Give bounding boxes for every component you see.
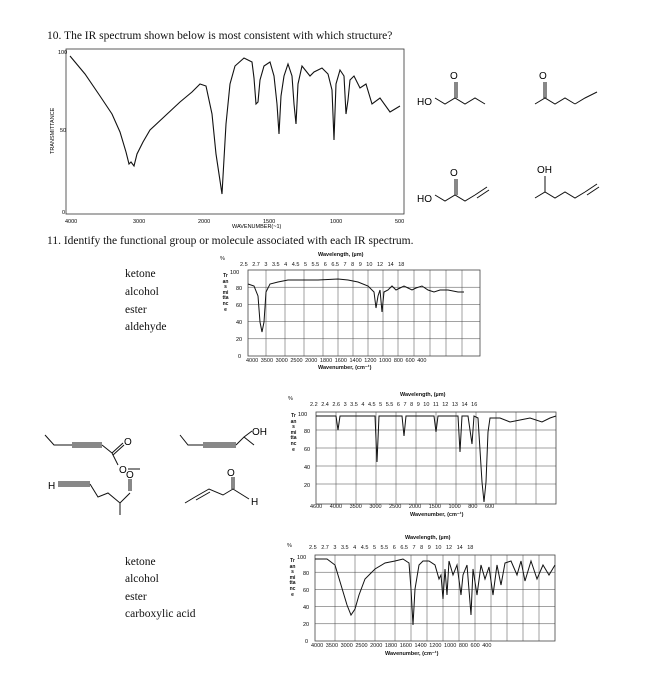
spec-c-x-ticks: 4000 3500 3000 2500 2000 1800 1600 1400 1200 1000 800 600 400 (311, 643, 492, 649)
spec-a-x-label: Wavenumber, (cm⁻¹) (318, 365, 372, 371)
choice-a-ester: ester (125, 304, 147, 316)
spec-b-ytick-3: 40 (304, 465, 311, 471)
q11-s1-oxygen-ester: O (119, 465, 127, 476)
spec-c-ytick-3: 40 (303, 605, 310, 611)
spec-c-ytick-2: 60 (303, 588, 310, 594)
q10-ytick-50: 50 (60, 128, 67, 134)
spec-b-ytick-1: 80 (304, 429, 311, 435)
ir-spectrum-c (285, 535, 565, 660)
q11-s2-oh: OH (252, 427, 267, 438)
spec-b-wavelength-ticks: 2.2 2.4 2.6 3 3.5 4 4.5 5 5.5 6 7 8 9 10 11 12 13 14 16 (310, 402, 478, 408)
spec-a-ytick-0: 100 (230, 270, 240, 276)
q10-xtick-0: 4000 (65, 219, 78, 225)
spec-c-ytick-1: 80 (303, 571, 310, 577)
spec-c-ytick-4: 20 (303, 622, 310, 628)
q10-structure-pent-4-enoic-acid (415, 165, 505, 210)
q10-x-axis-label: WAVENUMBER(~1) (232, 224, 282, 230)
spec-b-ytick-0: 100 (298, 412, 308, 418)
spec-a-ytick-2: 60 (236, 303, 243, 309)
q11-structure-alkyne-alcohol (178, 425, 288, 465)
spec-a-ytick-1: 80 (236, 286, 243, 292)
choice-a-ketone: ketone (125, 268, 156, 280)
spec-a-wavelength-ticks: 2.5 2.7 3 3.5 4 4.5 5 5.5 6 6.5 7 8 9 10 12 14 18 (240, 262, 405, 268)
q10-s1-oxygen: O (450, 71, 458, 82)
spec-c-ytick-5: 0 (305, 639, 309, 645)
q10-xtick-2: 2000 (198, 219, 211, 225)
spec-c-percent: % (287, 543, 292, 549)
spec-a-y-axis-label: Transmittance (222, 273, 229, 313)
q10-y-axis-label: TRANSMITTANCE (50, 107, 56, 154)
spec-b-ytick-4: 20 (304, 483, 311, 489)
q10-xtick-1: 3000 (133, 219, 146, 225)
spec-c-y-axis-label: Transmittance (289, 558, 296, 598)
ir-spectrum-a (218, 252, 488, 371)
question-11-text: 11. Identify the functional group or molecule associated with each IR spectrum. (47, 235, 414, 247)
spec-a-ytick-4: 20 (236, 337, 243, 343)
ir-spectrum-q10 (40, 44, 410, 229)
spec-b-y-axis-label: Transmittance (290, 413, 297, 453)
choice-b-alcohol: alcohol (125, 573, 159, 585)
q10-structure-pentanoic-acid (415, 68, 505, 113)
question-10-text: 10. The IR spectrum shown below is most consistent with which structure? (47, 30, 393, 42)
spec-a-percent: % (220, 256, 225, 262)
q10-s2-oxygen: O (539, 71, 547, 82)
spec-a-ytick-3: 40 (236, 320, 243, 326)
q10-structure-2-pentanone (525, 68, 615, 113)
q11-s4-oxygen: O (227, 468, 235, 479)
q10-xtick-5: 500 (395, 219, 405, 225)
q10-ytick-0: 0 (62, 210, 66, 216)
q10-s4-oh: OH (537, 165, 552, 176)
spec-b-x-label: Wavenumber, (cm⁻¹) (410, 512, 464, 518)
q11-structure-terminal-alkyne-ketone (40, 470, 170, 520)
spec-c-ytick-0: 100 (297, 555, 307, 561)
ir-spectrum-b (280, 392, 570, 522)
spec-a-x-ticks: 4000 3500 3000 2500 2000 1800 1600 1400 1200 1000 800 600 400 (246, 358, 427, 364)
ir-spectrum-q10-plot (40, 44, 410, 229)
spec-b-plot (280, 392, 570, 522)
q11-s3-oxygen: O (126, 470, 134, 481)
spec-a-wavelength-label: Wavelength, (µm) (318, 252, 364, 258)
q10-xtick-3: 1500 (263, 219, 276, 225)
choice-a-aldehyde: aldehyde (125, 321, 167, 333)
spec-c-wavelength-label: Wavelength, (µm) (405, 535, 451, 541)
spec-c-plot (285, 535, 565, 660)
choice-b-ketone: ketone (125, 556, 156, 568)
q11-s4-hydrogen: H (251, 497, 259, 508)
spec-c-x-label: Wavenumber, (cm⁻¹) (385, 651, 439, 657)
q10-ytick-100: 100 (58, 50, 68, 56)
spec-a-plot (218, 252, 488, 367)
q10-structure-pent-4-en-2-ol (525, 162, 615, 207)
spec-a-ytick-5: 0 (238, 354, 242, 360)
q11-s3-hydrogen: H (48, 481, 56, 492)
spec-b-percent: % (288, 396, 293, 402)
choice-b-carboxylic-acid: carboxylic acid (125, 608, 196, 620)
spec-b-wavelength-label: Wavelength, (µm) (400, 392, 446, 398)
spec-c-wavelength-ticks: 2.5 2.7 3 3.5 4 4.5 5 5.5 6 6.5 7 8 9 10 12 14 18 (309, 545, 474, 551)
choice-b-ester: ester (125, 591, 147, 603)
q10-s3-oxygen: O (450, 168, 458, 179)
q11-s1-oxygen-carbonyl: O (124, 437, 132, 448)
q10-s3-ho: HO (417, 194, 432, 205)
q10-s1-ho: HO (417, 97, 432, 108)
q11-structure-unsaturated-aldehyde (183, 468, 283, 520)
spec-b-x-ticks: 4600 4000 3500 3000 2500 2000 1500 1000 800 600 (310, 504, 495, 510)
q10-xtick-4: 1000 (330, 219, 343, 225)
spec-b-ytick-2: 60 (304, 447, 311, 453)
choice-a-alcohol: alcohol (125, 286, 159, 298)
